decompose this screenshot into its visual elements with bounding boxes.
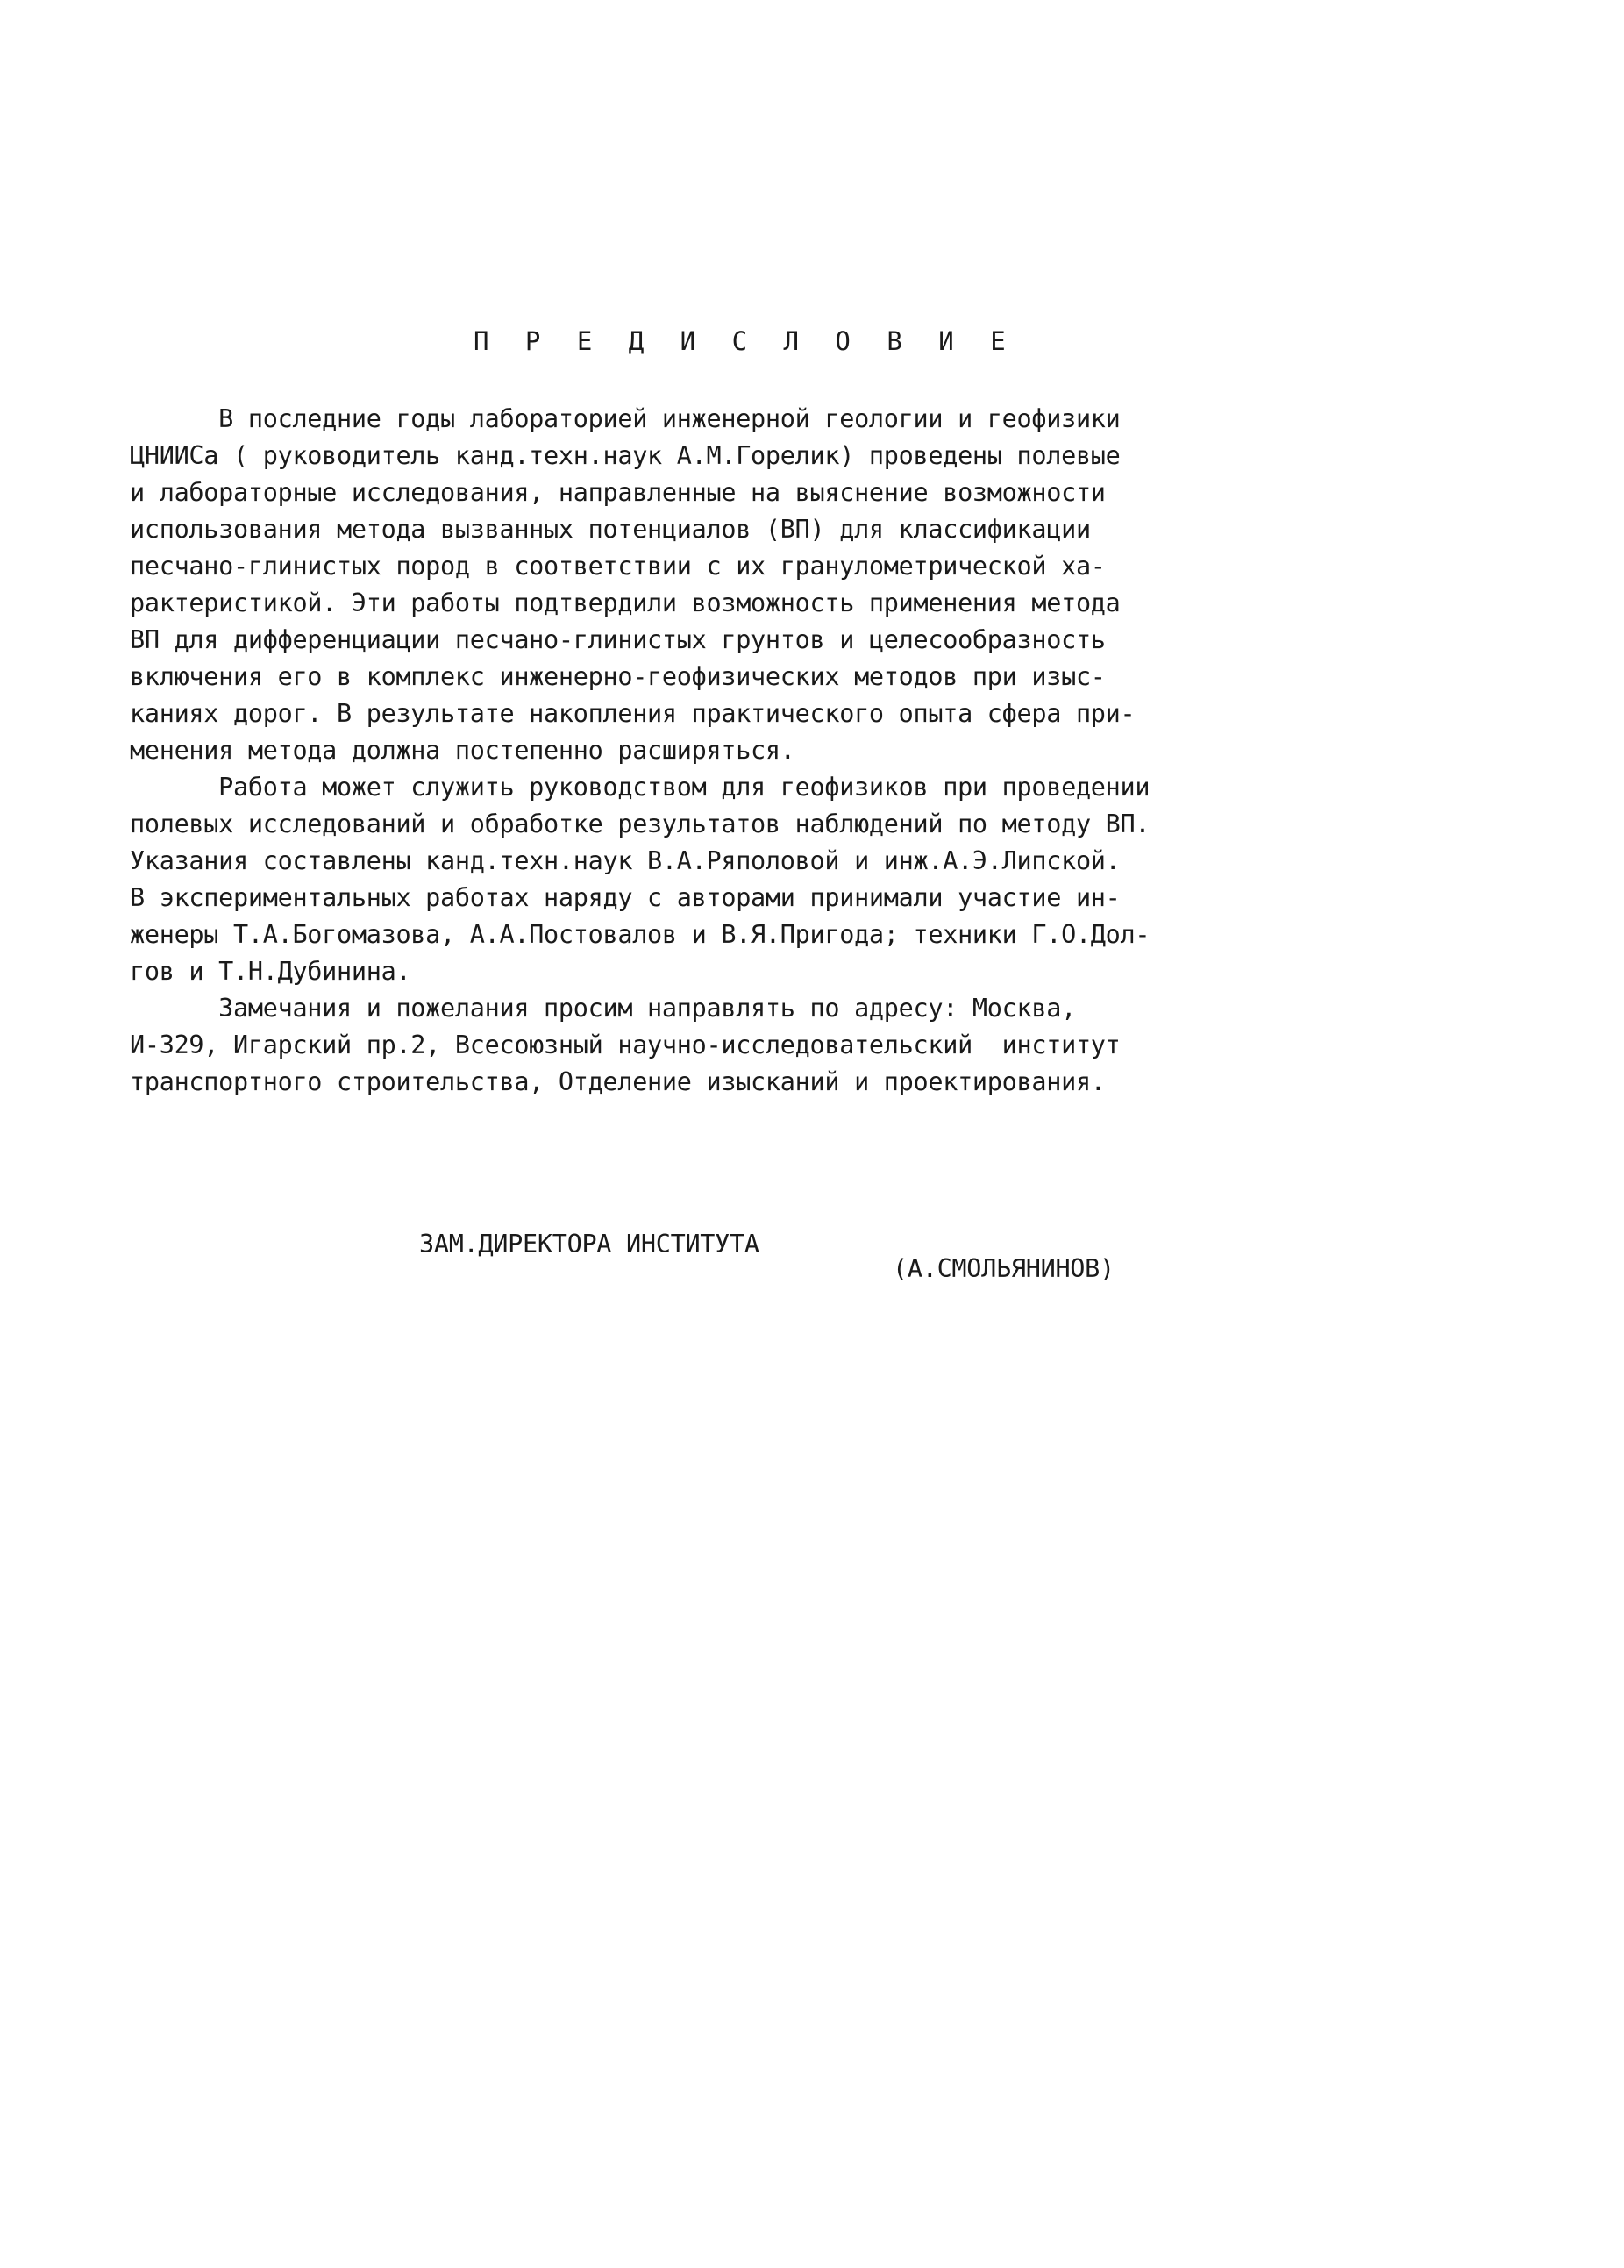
text-line: В последние годы лабораторией инженерной геологии и геофизики bbox=[130, 404, 1121, 433]
text-line: В экспериментальных работах наряду с авторами принимали участие ин- bbox=[130, 883, 1121, 912]
text-line: женеры Т.А.Богомазова, А.А.Постовалов и В.Я.Пригода; техники Г.О.Дол- bbox=[130, 920, 1150, 949]
text-line: каниях дорог. В результате накопления практического опыта сфера при- bbox=[130, 699, 1136, 728]
signature-title: ЗАМ.ДИРЕКТОРА ИНСТИТУТА bbox=[419, 1230, 759, 1259]
text-line: ВП для дифференциации песчано-глинистых грунтов и целесообразность bbox=[130, 625, 1106, 654]
signature-name: (А.СМОЛЬЯНИНОВ) bbox=[893, 1254, 1115, 1283]
text-line: ЦНИИСа ( руководитель канд.техн.наук А.М.Горелик) проведены полевые bbox=[130, 441, 1121, 470]
text-line: гов и Т.Н.Дубинина. bbox=[130, 957, 411, 986]
text-line: Указания составлены канд.техн.наук В.А.Ряполовой и инж.А.Э.Липской. bbox=[130, 846, 1121, 875]
text-line: использования метода вызванных потенциалов (ВП) для классификации bbox=[130, 515, 1091, 544]
text-line: и лабораторные исследования, направленные на выяснение возможности bbox=[130, 478, 1106, 507]
text-line: Замечания и пожелания просим направлять по адресу: Москва, bbox=[130, 994, 1076, 1023]
text-line: И-329, Игарский пр.2, Всесоюзный научно-исследовательский институт bbox=[130, 1031, 1121, 1059]
text-line: включения его в комплекс инженерно-геофизических методов при изыс- bbox=[130, 662, 1106, 691]
text-line: полевых исследований и обработке результатов наблюдений по методу ВП. bbox=[130, 809, 1150, 838]
text-line: транспортного строительства, Отделение изысканий и проектирования. bbox=[130, 1067, 1106, 1096]
page-title: П Р Е Д И С Л О В И Е bbox=[474, 326, 1016, 356]
text-line: Работа может служить руководством для геофизиков при проведении bbox=[130, 773, 1150, 802]
text-line: менения метода должна постепенно расширяться. bbox=[130, 736, 795, 765]
text-line: рактеристикой. Эти работы подтвердили возможность применения метода bbox=[130, 588, 1121, 617]
text-line: песчано-глинистых пород в соответствии с их гранулометрической ха- bbox=[130, 552, 1106, 581]
